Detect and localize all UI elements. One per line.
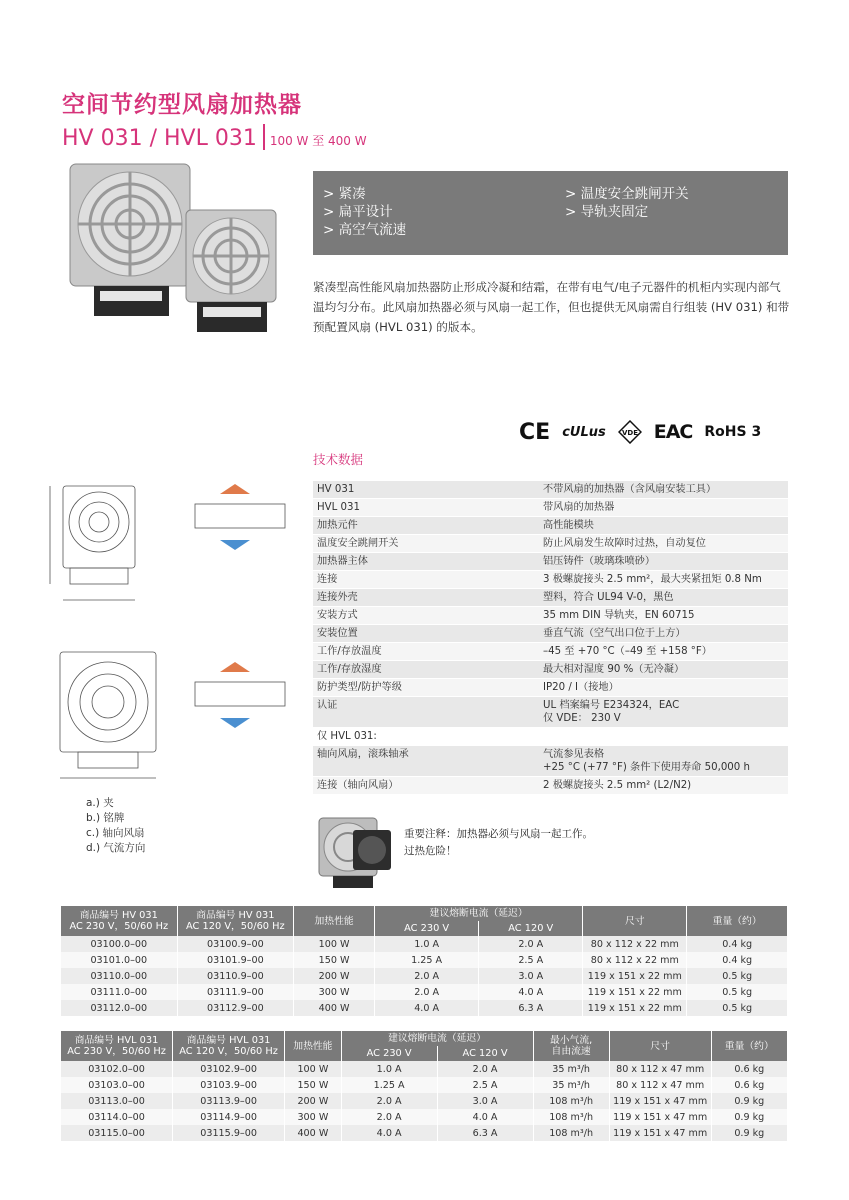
table-cell: 0.5 kg xyxy=(687,968,788,984)
feature-box xyxy=(313,171,788,255)
spec-key: 连接外壳 xyxy=(313,589,539,607)
spec-value-line: 防止风扇发生故障时过热，自动复位 xyxy=(543,538,706,549)
col-header: AC 120 V，50/60 Hz xyxy=(186,921,285,932)
col-header: AC 230 V xyxy=(375,921,479,936)
spec-value xyxy=(539,589,788,607)
model-name: HV 031 / HVL 031 xyxy=(62,126,257,151)
hv031-order-table xyxy=(61,906,788,1016)
feature-list-right xyxy=(565,185,689,221)
table-cell: 119 x 151 x 22 mm xyxy=(583,984,687,1000)
table-cell: 4.0 A xyxy=(341,1125,437,1141)
table-cell: 0.9 kg xyxy=(711,1109,787,1125)
spec-row xyxy=(313,679,788,697)
table-row xyxy=(61,1077,788,1093)
table-cell: 6.3 A xyxy=(479,1000,583,1016)
spec-value xyxy=(539,728,788,746)
spec-value xyxy=(539,746,788,777)
table-cell: 108 m³/h xyxy=(533,1125,609,1141)
col-header: AC 230 V，50/60 Hz xyxy=(67,1046,166,1057)
spec-key: 温度安全跳闸开关 xyxy=(313,535,539,553)
table-cell: 119 x 151 x 22 mm xyxy=(583,968,687,984)
spec-value xyxy=(539,517,788,535)
spec-value xyxy=(539,607,788,625)
table-cell: 2.5 A xyxy=(437,1077,533,1093)
table-cell: 03110.0–00 xyxy=(61,968,177,984)
table-cell: 200 W xyxy=(285,1093,342,1109)
table-cell: 2.0 A xyxy=(341,1093,437,1109)
col-header: AC 120 V xyxy=(437,1046,533,1061)
table-cell: 0.6 kg xyxy=(711,1061,787,1077)
table-row xyxy=(61,1000,788,1016)
spec-key: 认证 xyxy=(313,697,539,728)
table-row xyxy=(61,1061,788,1077)
spec-key: 连接 xyxy=(313,571,539,589)
table-cell: 1.0 A xyxy=(375,936,479,952)
feature-item: > 导轨夹固定 xyxy=(565,204,649,220)
spec-row xyxy=(313,553,788,571)
spec-row xyxy=(313,728,788,746)
spec-value-line: 铝压铸件（玻璃珠喷砂） xyxy=(543,556,656,567)
spec-value xyxy=(539,661,788,679)
spec-row xyxy=(313,746,788,777)
spec-value xyxy=(539,625,788,643)
spec-value xyxy=(539,679,788,697)
table-cell: 03100.0–00 xyxy=(61,936,177,952)
model-heading xyxy=(62,124,367,151)
table-cell: 0.5 kg xyxy=(687,1000,788,1016)
col-header: AC 230 V xyxy=(341,1046,437,1061)
col-header: 最小气流, xyxy=(549,1035,593,1046)
spec-row xyxy=(313,607,788,625)
table-row xyxy=(61,968,788,984)
eac-mark-icon: EAC xyxy=(653,421,693,443)
table-cell: 400 W xyxy=(285,1125,342,1141)
table-cell: 0.4 kg xyxy=(687,952,788,968)
spec-value-line: 3 极螺旋接头 2.5 mm²，最大夹紧扭矩 0.8 Nm xyxy=(543,574,762,585)
spec-value-line: +25 °C (+77 °F) 条件下使用寿命 50,000 h xyxy=(543,762,750,773)
table-cell: 03100.9–00 xyxy=(177,936,294,952)
vde-mark-icon xyxy=(618,420,642,444)
col-header: 加热性能 xyxy=(294,906,375,936)
col-header: 重量（约） xyxy=(687,906,788,936)
spec-row xyxy=(313,535,788,553)
table-cell: 4.0 A xyxy=(479,984,583,1000)
table-cell: 2.0 A xyxy=(479,936,583,952)
spec-key: 工作/存放温度 xyxy=(313,643,539,661)
spec-value-line: 带风扇的加热器 xyxy=(543,502,615,513)
table-cell: 35 m³/h xyxy=(533,1061,609,1077)
certification-logos xyxy=(519,414,761,450)
spec-value-line: 塑料，符合 UL94 V-0，黑色 xyxy=(543,592,674,603)
spec-row xyxy=(313,697,788,728)
spec-value-line: 仅 VDE： 230 V xyxy=(543,713,621,724)
spec-value xyxy=(539,571,788,589)
spec-value xyxy=(539,643,788,661)
table-cell: 300 W xyxy=(294,984,375,1000)
product-photo xyxy=(64,160,284,335)
table-cell: 0.9 kg xyxy=(711,1093,787,1109)
table-cell: 119 x 151 x 22 mm xyxy=(583,1000,687,1016)
table-row xyxy=(61,1125,788,1141)
spec-key: 防护类型/防护等级 xyxy=(313,679,539,697)
col-header: 商品编号 HVL 031 xyxy=(74,1035,159,1046)
spec-value-line: IP20 / I（接地） xyxy=(543,682,619,693)
spec-row xyxy=(313,661,788,679)
table-cell: 6.3 A xyxy=(437,1125,533,1141)
table-cell: 03111.9–00 xyxy=(177,984,294,1000)
tech-spec-table xyxy=(313,481,788,795)
table-cell: 03113.9–00 xyxy=(173,1093,285,1109)
table-cell: 03115.9–00 xyxy=(173,1125,285,1141)
table-cell: 80 x 112 x 22 mm xyxy=(583,936,687,952)
note-line: 过热危险！ xyxy=(404,845,457,857)
spec-value-line: 不带风扇的加热器（含风扇安装工具） xyxy=(543,484,717,495)
spec-key: 安装位置 xyxy=(313,625,539,643)
spec-key: 安装方式 xyxy=(313,607,539,625)
table-cell: 100 W xyxy=(294,936,375,952)
spec-value-line: 最大相对湿度 90 %（无冷凝） xyxy=(543,664,685,675)
table-row xyxy=(61,1093,788,1109)
table-cell: 4.0 A xyxy=(437,1109,533,1125)
table-cell: 03103.9–00 xyxy=(173,1077,285,1093)
spec-value-line: 垂直气流（空气出口位于上方） xyxy=(543,628,686,639)
table-cell: 2.0 A xyxy=(341,1109,437,1125)
table-cell: 1.25 A xyxy=(375,952,479,968)
table-cell: 03110.9–00 xyxy=(177,968,294,984)
spec-row xyxy=(313,643,788,661)
drawing-legend xyxy=(86,796,145,856)
table-row xyxy=(61,984,788,1000)
col-header: 商品编号 HVL 031 xyxy=(186,1035,271,1046)
table-cell: 119 x 151 x 47 mm xyxy=(609,1125,711,1141)
table-row xyxy=(61,936,788,952)
feature-item: > 高空气流速 xyxy=(323,222,407,238)
table-cell: 2.0 A xyxy=(375,968,479,984)
product-description: 紧凑型高性能风扇加热器防止形成冷凝和结霜，在带有电气/电子元器件的机柜内实现内部气温均匀分布。此风扇加热器必须与风扇一起工作，但也提供无风扇需自行组装 (HV 031) 和带预配置风扇 (HVL 031) 的版本。 xyxy=(313,280,790,334)
spec-key: 工作/存放湿度 xyxy=(313,661,539,679)
table-cell: 150 W xyxy=(294,952,375,968)
col-header: 加热性能 xyxy=(285,1031,342,1061)
table-cell: 100 W xyxy=(285,1061,342,1077)
spec-row xyxy=(313,777,788,795)
table-cell: 03112.9–00 xyxy=(177,1000,294,1016)
col-header: AC 120 V xyxy=(479,921,583,936)
col-header: 商品编号 HV 031 xyxy=(79,910,158,921)
spec-key: HVL 031 xyxy=(313,499,539,517)
table-cell: 80 x 112 x 22 mm xyxy=(583,952,687,968)
table-cell: 03115.0–00 xyxy=(61,1125,173,1141)
col-header: 自由流速 xyxy=(551,1046,591,1057)
hvl031-order-table xyxy=(61,1031,788,1141)
title-divider xyxy=(263,124,265,150)
table-cell: 03114.0–00 xyxy=(61,1109,173,1125)
col-header: AC 120 V，50/60 Hz xyxy=(179,1046,278,1057)
table-cell: 200 W xyxy=(294,968,375,984)
table-cell: 80 x 112 x 47 mm xyxy=(609,1077,711,1093)
spec-row xyxy=(313,625,788,643)
spec-value xyxy=(539,553,788,571)
table-cell: 150 W xyxy=(285,1077,342,1093)
table-cell: 108 m³/h xyxy=(533,1109,609,1125)
power-range: 100 W 至 400 W xyxy=(269,134,367,148)
table-cell: 03101.9–00 xyxy=(177,952,294,968)
feature-list-left xyxy=(323,185,406,239)
feature-item: > 扁平设计 xyxy=(323,204,393,220)
table-cell: 2.5 A xyxy=(479,952,583,968)
dimension-drawings xyxy=(30,466,305,786)
table-cell: 3.0 A xyxy=(479,968,583,984)
spec-value-line: 气流参见表格 xyxy=(543,749,605,760)
rohs-mark-icon: RoHS 3 xyxy=(704,424,762,440)
table-cell: 03111.0–00 xyxy=(61,984,177,1000)
table-cell: 2.0 A xyxy=(375,984,479,1000)
table-cell: 03103.0–00 xyxy=(61,1077,173,1093)
tech-data-title: 技术数据 xyxy=(313,452,364,467)
col-header: 建议熔断电流（延迟） xyxy=(375,906,583,921)
spec-value-line: –45 至 +70 °C（–49 至 +158 °F） xyxy=(543,646,712,657)
spec-row xyxy=(313,499,788,517)
table-cell: 1.0 A xyxy=(341,1061,437,1077)
col-header: 建议熔断电流（延迟） xyxy=(341,1031,533,1046)
table-row xyxy=(61,1109,788,1125)
table-cell: 0.4 kg xyxy=(687,936,788,952)
col-header: 重量（约） xyxy=(711,1031,787,1061)
spec-row xyxy=(313,589,788,607)
spec-key: 加热元件 xyxy=(313,517,539,535)
table-row xyxy=(61,952,788,968)
col-header: AC 230 V，50/60 Hz xyxy=(69,921,169,932)
spec-key: 连接（轴向风扇） xyxy=(313,777,539,795)
col-header: 尺寸 xyxy=(609,1031,711,1061)
spec-value xyxy=(539,499,788,517)
col-header: 尺寸 xyxy=(583,906,687,936)
spec-value xyxy=(539,535,788,553)
feature-item: > 紧凑 xyxy=(323,186,366,202)
important-note xyxy=(404,826,593,860)
spec-value-line: UL 档案编号 E234324，EAC xyxy=(543,700,680,711)
table-cell: 108 m³/h xyxy=(533,1093,609,1109)
ce-mark-icon: CE xyxy=(519,419,551,445)
spec-key: 轴向风扇，滚珠轴承 xyxy=(313,746,539,777)
table-cell: 03101.0–00 xyxy=(61,952,177,968)
table-cell: 119 x 151 x 47 mm xyxy=(609,1093,711,1109)
spec-value-line: 35 mm DIN 导轨夹，EN 60715 xyxy=(543,610,695,621)
table-cell: 0.5 kg xyxy=(687,984,788,1000)
table-cell: 300 W xyxy=(285,1109,342,1125)
spec-value xyxy=(539,777,788,795)
table-cell: 3.0 A xyxy=(437,1093,533,1109)
culus-mark-icon: cULus xyxy=(562,424,606,440)
table-cell: 03102.9–00 xyxy=(173,1061,285,1077)
legend-item: b.) 铭牌 xyxy=(86,812,125,824)
table-cell: 0.6 kg xyxy=(711,1077,787,1093)
spec-key: 仅 HVL 031: xyxy=(313,728,539,746)
spec-row xyxy=(313,517,788,535)
table-cell: 0.9 kg xyxy=(711,1125,787,1141)
spec-row xyxy=(313,571,788,589)
heater-with-fan-photo xyxy=(313,812,395,892)
table-cell: 1.25 A xyxy=(341,1077,437,1093)
table-cell: 80 x 112 x 47 mm xyxy=(609,1061,711,1077)
spec-value-line: 2 极螺旋接头 2.5 mm² (L2/N2) xyxy=(543,780,692,791)
table-cell: 400 W xyxy=(294,1000,375,1016)
legend-item: a.) 夹 xyxy=(86,797,114,809)
spec-value-line: 高性能模块 xyxy=(543,520,594,531)
spec-key: HV 031 xyxy=(313,481,539,499)
table-cell: 03102.0–00 xyxy=(61,1061,173,1077)
legend-item: d.) 气流方向 xyxy=(86,842,146,854)
svg-text:VDE: VDE xyxy=(621,429,638,437)
legend-item: c.) 轴向风扇 xyxy=(86,827,145,839)
spec-value xyxy=(539,697,788,728)
table-cell: 03113.0–00 xyxy=(61,1093,173,1109)
spec-row xyxy=(313,481,788,499)
table-cell: 2.0 A xyxy=(437,1061,533,1077)
note-line: 重要注释：加热器必须与风扇一起工作。 xyxy=(404,828,593,840)
table-cell: 119 x 151 x 47 mm xyxy=(609,1109,711,1125)
spec-key: 加热器主体 xyxy=(313,553,539,571)
feature-item: > 温度安全跳闸开关 xyxy=(565,186,689,202)
table-cell: 03114.9–00 xyxy=(173,1109,285,1125)
page-title: 空间节约型风扇加热器 xyxy=(62,92,302,118)
table-cell: 4.0 A xyxy=(375,1000,479,1016)
spec-value xyxy=(539,481,788,499)
col-header: 商品编号 HV 031 xyxy=(196,910,275,921)
table-cell: 35 m³/h xyxy=(533,1077,609,1093)
table-cell: 03112.0–00 xyxy=(61,1000,177,1016)
